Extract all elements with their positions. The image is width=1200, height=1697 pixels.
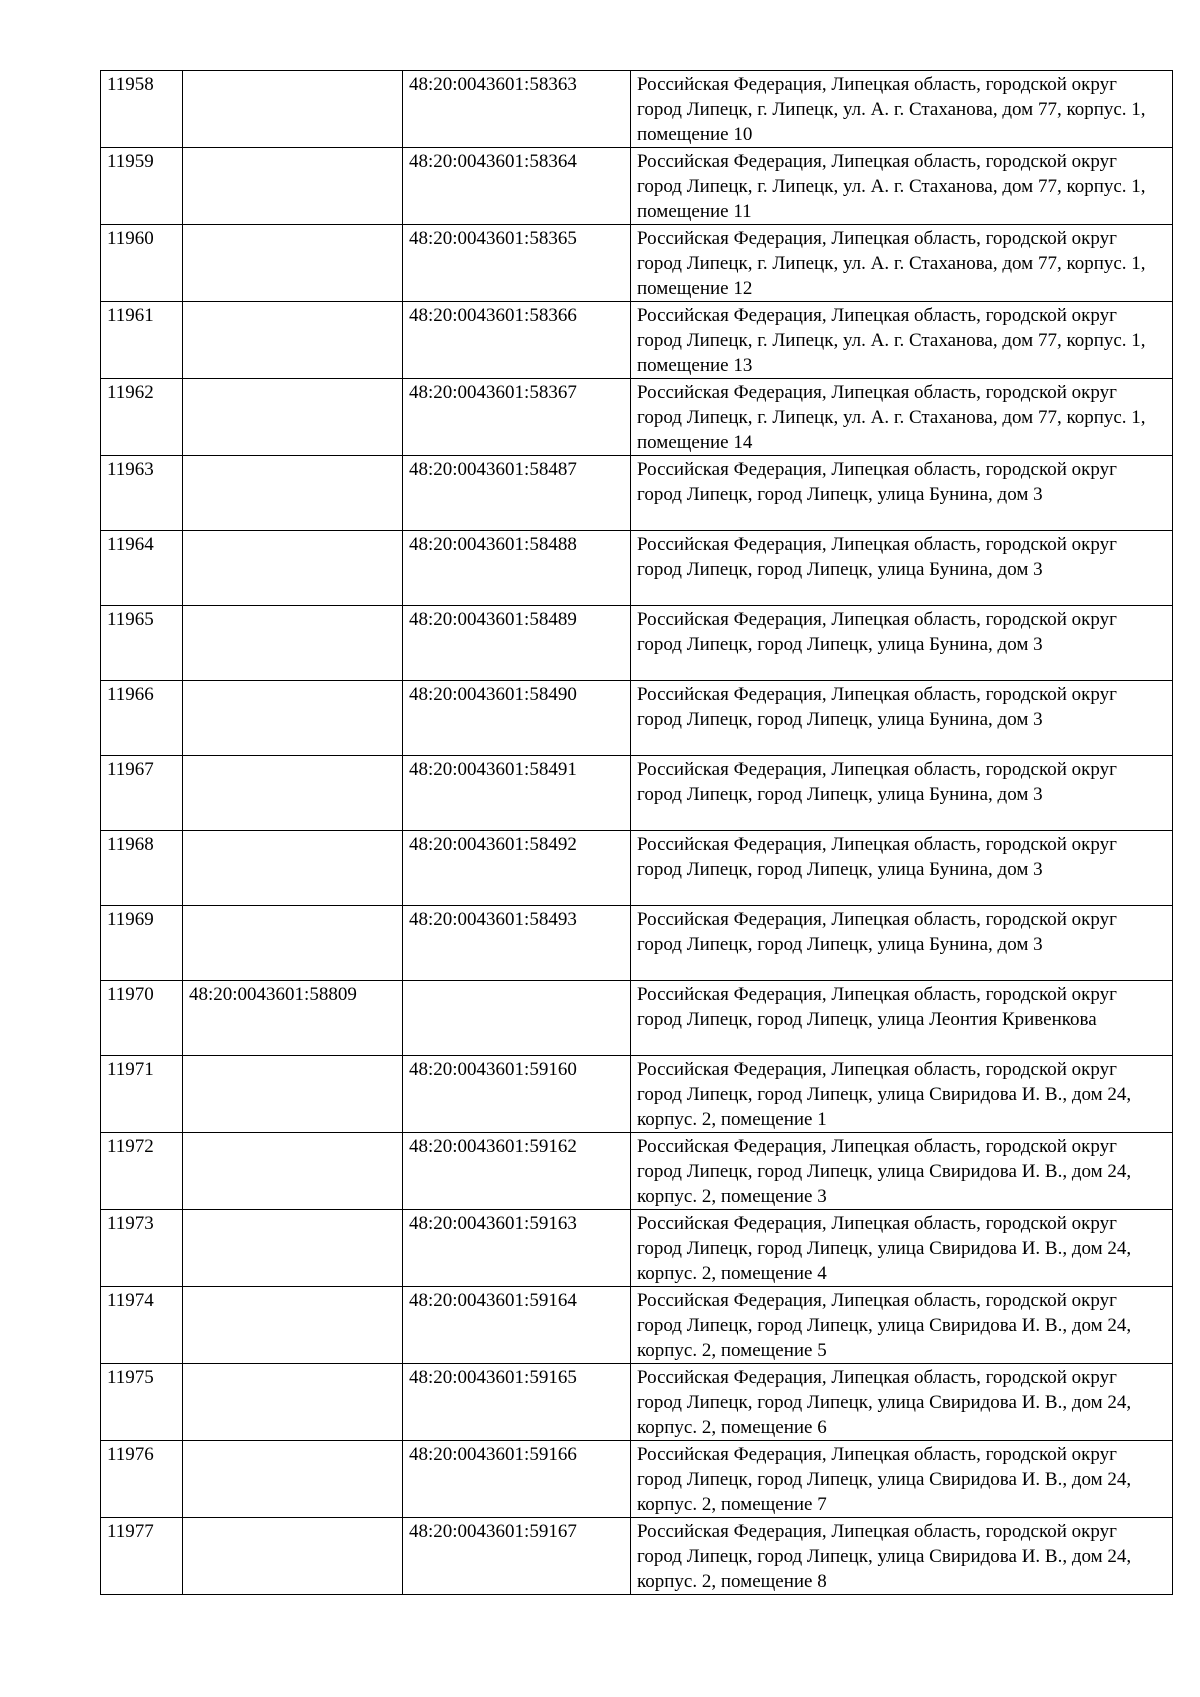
address: Российская Федерация, Липецкая область, городской округ город Липецк, г. Липецк, ул. А. г. Стаханова, дом 77, корпус. 1, помещение 11 (631, 148, 1173, 225)
cadastral-number-object: 48:20:0043601:58491 (403, 756, 631, 831)
cadastral-number-object: 48:20:0043601:58488 (403, 531, 631, 606)
row-number: 11958 (101, 71, 183, 148)
table-row (101, 1210, 1173, 1287)
row-number: 11969 (101, 906, 183, 981)
cadastral-number-object: 48:20:0043601:58487 (403, 456, 631, 531)
row-number: 11974 (101, 1287, 183, 1364)
cadastral-number-parcel (183, 906, 403, 981)
address: Российская Федерация, Липецкая область, городской округ город Липецк, город Липецк, улица Бунина, дом 3 (631, 681, 1173, 756)
address: Российская Федерация, Липецкая область, городской округ город Липецк, город Липецк, улица Свиридова И. В., дом 24, корпус. 2, помещение 1 (631, 1056, 1173, 1133)
row-number: 11967 (101, 756, 183, 831)
table-row (101, 225, 1173, 302)
table-row (101, 1287, 1173, 1364)
address: Российская Федерация, Липецкая область, городской округ город Липецк, город Липецк, улица Бунина, дом 3 (631, 456, 1173, 531)
row-number: 11963 (101, 456, 183, 531)
row-number: 11975 (101, 1364, 183, 1441)
address: Российская Федерация, Липецкая область, городской округ город Липецк, город Липецк, улица Бунина, дом 3 (631, 831, 1173, 906)
cadastral-number-parcel (183, 1210, 403, 1287)
row-number: 11960 (101, 225, 183, 302)
row-number: 11977 (101, 1518, 183, 1595)
table-row (101, 379, 1173, 456)
cadastral-number-parcel (183, 681, 403, 756)
table-row (101, 71, 1173, 148)
table-row (101, 456, 1173, 531)
row-number: 11973 (101, 1210, 183, 1287)
cadastral-number-object: 48:20:0043601:58363 (403, 71, 631, 148)
table-row (101, 906, 1173, 981)
cadastral-number-parcel (183, 606, 403, 681)
table-row (101, 681, 1173, 756)
cadastral-number-object: 48:20:0043601:59160 (403, 1056, 631, 1133)
cadastral-number-object: 48:20:0043601:58489 (403, 606, 631, 681)
address: Российская Федерация, Липецкая область, городской округ город Липецк, город Липецк, улица Свиридова И. В., дом 24, корпус. 2, помещение 8 (631, 1518, 1173, 1595)
address: Российская Федерация, Липецкая область, городской округ город Липецк, г. Липецк, ул. А. г. Стаханова, дом 77, корпус. 1, помещение 14 (631, 379, 1173, 456)
address: Российская Федерация, Липецкая область, городской округ город Липецк, г. Липецк, ул. А. г. Стаханова, дом 77, корпус. 1, помещение 12 (631, 225, 1173, 302)
cadastral-number-object: 48:20:0043601:58490 (403, 681, 631, 756)
cadastral-number-object: 48:20:0043601:58364 (403, 148, 631, 225)
address: Российская Федерация, Липецкая область, городской округ город Липецк, город Липецк, улица Бунина, дом 3 (631, 531, 1173, 606)
cadastral-number-object: 48:20:0043601:58492 (403, 831, 631, 906)
table-row (101, 831, 1173, 906)
cadastral-number-parcel (183, 831, 403, 906)
cadastral-number-object: 48:20:0043601:59164 (403, 1287, 631, 1364)
cadastral-number-object: 48:20:0043601:59163 (403, 1210, 631, 1287)
table-row (101, 148, 1173, 225)
cadastral-number-parcel (183, 225, 403, 302)
table-row (101, 1518, 1173, 1595)
cadastral-number-object (403, 981, 631, 1056)
row-number: 11968 (101, 831, 183, 906)
cadastral-number-parcel: 48:20:0043601:58809 (183, 981, 403, 1056)
row-number: 11962 (101, 379, 183, 456)
row-number: 11971 (101, 1056, 183, 1133)
cadastral-number-object: 48:20:0043601:58493 (403, 906, 631, 981)
address: Российская Федерация, Липецкая область, городской округ город Липецк, город Липецк, улица Свиридова И. В., дом 24, корпус. 2, помещение 4 (631, 1210, 1173, 1287)
cadastral-number-parcel (183, 1518, 403, 1595)
cadastral-number-parcel (183, 756, 403, 831)
address: Российская Федерация, Липецкая область, городской округ город Липецк, город Липецк, улица Бунина, дом 3 (631, 606, 1173, 681)
registry-table (100, 70, 1173, 1595)
address: Российская Федерация, Липецкая область, городской округ город Липецк, г. Липецк, ул. А. г. Стаханова, дом 77, корпус. 1, помещение 13 (631, 302, 1173, 379)
row-number: 11976 (101, 1441, 183, 1518)
table-row (101, 531, 1173, 606)
cadastral-number-parcel (183, 1056, 403, 1133)
cadastral-number-parcel (183, 1441, 403, 1518)
table-row (101, 1056, 1173, 1133)
cadastral-number-parcel (183, 302, 403, 379)
address: Российская Федерация, Липецкая область, городской округ город Липецк, город Липецк, улица Свиридова И. В., дом 24, корпус. 2, помещение 6 (631, 1364, 1173, 1441)
table-row (101, 1441, 1173, 1518)
table-row (101, 1133, 1173, 1210)
table-row (101, 606, 1173, 681)
cadastral-number-parcel (183, 1287, 403, 1364)
row-number: 11965 (101, 606, 183, 681)
address: Российская Федерация, Липецкая область, городской округ город Липецк, город Липецк, улица Бунина, дом 3 (631, 756, 1173, 831)
cadastral-number-parcel (183, 148, 403, 225)
registry-body (101, 71, 1173, 1595)
address: Российская Федерация, Липецкая область, городской округ город Липецк, город Липецк, улица Леонтия Кривенкова (631, 981, 1173, 1056)
cadastral-number-parcel (183, 456, 403, 531)
row-number: 11970 (101, 981, 183, 1056)
cadastral-number-parcel (183, 71, 403, 148)
cadastral-number-object: 48:20:0043601:58365 (403, 225, 631, 302)
address: Российская Федерация, Липецкая область, городской округ город Липецк, город Липецк, улица Свиридова И. В., дом 24, корпус. 2, помещение 5 (631, 1287, 1173, 1364)
table-row (101, 756, 1173, 831)
table-row (101, 981, 1173, 1056)
table-row (101, 1364, 1173, 1441)
cadastral-number-object: 48:20:0043601:59166 (403, 1441, 631, 1518)
cadastral-number-object: 48:20:0043601:58366 (403, 302, 631, 379)
row-number: 11966 (101, 681, 183, 756)
row-number: 11959 (101, 148, 183, 225)
cadastral-number-object: 48:20:0043601:59165 (403, 1364, 631, 1441)
cadastral-number-parcel (183, 1364, 403, 1441)
row-number: 11961 (101, 302, 183, 379)
cadastral-number-object: 48:20:0043601:59162 (403, 1133, 631, 1210)
cadastral-number-parcel (183, 379, 403, 456)
address: Российская Федерация, Липецкая область, городской округ город Липецк, г. Липецк, ул. А. г. Стаханова, дом 77, корпус. 1, помещение 10 (631, 71, 1173, 148)
address: Российская Федерация, Липецкая область, городской округ город Липецк, город Липецк, улица Бунина, дом 3 (631, 906, 1173, 981)
row-number: 11972 (101, 1133, 183, 1210)
table-row (101, 302, 1173, 379)
cadastral-number-object: 48:20:0043601:58367 (403, 379, 631, 456)
address: Российская Федерация, Липецкая область, городской округ город Липецк, город Липецк, улица Свиридова И. В., дом 24, корпус. 2, помещение 7 (631, 1441, 1173, 1518)
cadastral-number-parcel (183, 1133, 403, 1210)
cadastral-number-object: 48:20:0043601:59167 (403, 1518, 631, 1595)
cadastral-number-parcel (183, 531, 403, 606)
row-number: 11964 (101, 531, 183, 606)
address: Российская Федерация, Липецкая область, городской округ город Липецк, город Липецк, улица Свиридова И. В., дом 24, корпус. 2, помещение 3 (631, 1133, 1173, 1210)
